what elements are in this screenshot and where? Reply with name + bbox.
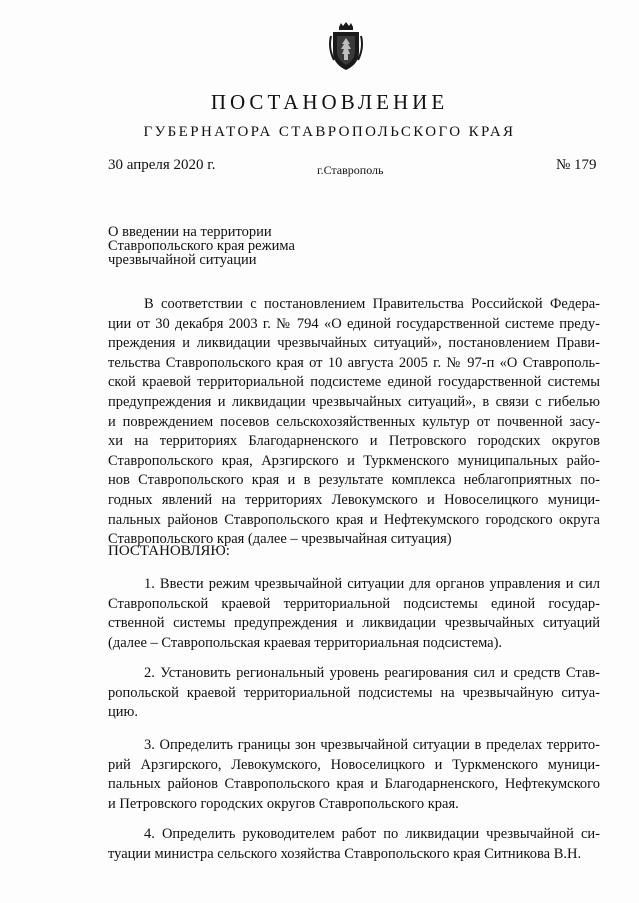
preamble-line: преждения и ликвидации чрезвычайных ситуаций», постановлением Прави- [108, 335, 600, 352]
preamble-line: и повреждением посевов сельскохозяйственных культур от почвенной засу- [108, 413, 600, 430]
coat-of-arms-icon [326, 22, 366, 72]
item-line: Ставропольской краевой территориальной подсистемы единой государ- [108, 595, 600, 612]
item-3 [108, 736, 600, 814]
item-1 [108, 575, 600, 653]
document-issuer: ГУБЕРНАТОРА СТАВРОПОЛЬСКОГО КРАЯ [143, 124, 516, 140]
item-line: рий Арзгирского, Левокумского, Новоселицкого и Туркменского муници- [108, 756, 600, 773]
preamble-line: В соответствии с постановлением Правительства Российской Федера- [144, 296, 600, 312]
item-4 [108, 825, 600, 864]
preamble-line: хи на территориях Благодарненского и Петровского городских округов [108, 433, 600, 450]
preamble-line: ской краевой территориальной подсистеме единой государственной системы [108, 374, 600, 391]
preamble-line: пальных районов Ставропольского края и Нефтекумского городского округа [108, 511, 600, 528]
item-line: 4. Определить руководителем работ по ликвидации чрезвычайной си- [144, 826, 600, 842]
preamble-line: нов Ставропольского края и в результате комплекса неблагоприятных по- [108, 472, 600, 489]
item-line: 3. Определить границы зон чрезвычайной ситуации в пределах террито- [144, 737, 600, 753]
item-line: (далее – Ставропольская краевая территориальная подсистема). [108, 634, 503, 651]
decree-word: ПОСТАНОВЛЯЮ: [108, 543, 230, 559]
preamble-line: ции от 30 декабря 2003 г. № 794 «О единой государственной системе преду- [108, 315, 600, 332]
preamble-line: Ставропольского края, Арзгирского и Туркменского муниципальных райо- [108, 452, 600, 469]
subject-line: чрезвычайной ситуации [108, 252, 257, 268]
preamble-line: Ставропольского края (далее – чрезвычайная ситуация) [108, 531, 452, 548]
item-2 [108, 664, 600, 723]
document-number: № 179 [556, 157, 597, 173]
subject-line: Ставропольского края режима [108, 238, 295, 254]
item-line: пальных районов Ставропольского края и Благодарненского, Нефтекумского [108, 776, 600, 793]
item-line: ропольской краевой территориальной подсистемы на чрезвычайную ситуа- [108, 684, 600, 701]
item-line: туации министра сельского хозяйства Ставропольского края Ситникова В.Н. [108, 845, 582, 862]
item-line: 2. Установить региональный уровень реагирования сил и средств Став- [144, 665, 600, 681]
item-line: и Петровского городских округов Ставропольского края. [108, 795, 459, 812]
item-line: цию. [108, 704, 138, 721]
document-subject [108, 225, 295, 267]
item-line: ственной системы предупреждения и ликвидации чрезвычайных ситуаций [108, 615, 600, 632]
preamble-line: предупреждения и ликвидации чрезвычайных ситуаций», в связи с гибелью [108, 393, 600, 410]
document-title: ПОСТАНОВЛЕНИЕ [210, 90, 449, 114]
document-city: г.Ставрополь [317, 163, 384, 177]
subject-line: О введении на территории [108, 224, 272, 240]
preamble-line: годных явлений на территориях Левокумского и Новоселицкого муници- [108, 491, 600, 508]
document-date: 30 апреля 2020 г. [108, 157, 216, 173]
item-line: 1. Ввести режим чрезвычайной ситуации для органов управления и сил [144, 576, 600, 592]
preamble-paragraph [108, 295, 600, 550]
preamble-line: тельства Ставропольского края от 10 августа 2005 г. № 97-п «О Ставрополь- [108, 354, 600, 371]
